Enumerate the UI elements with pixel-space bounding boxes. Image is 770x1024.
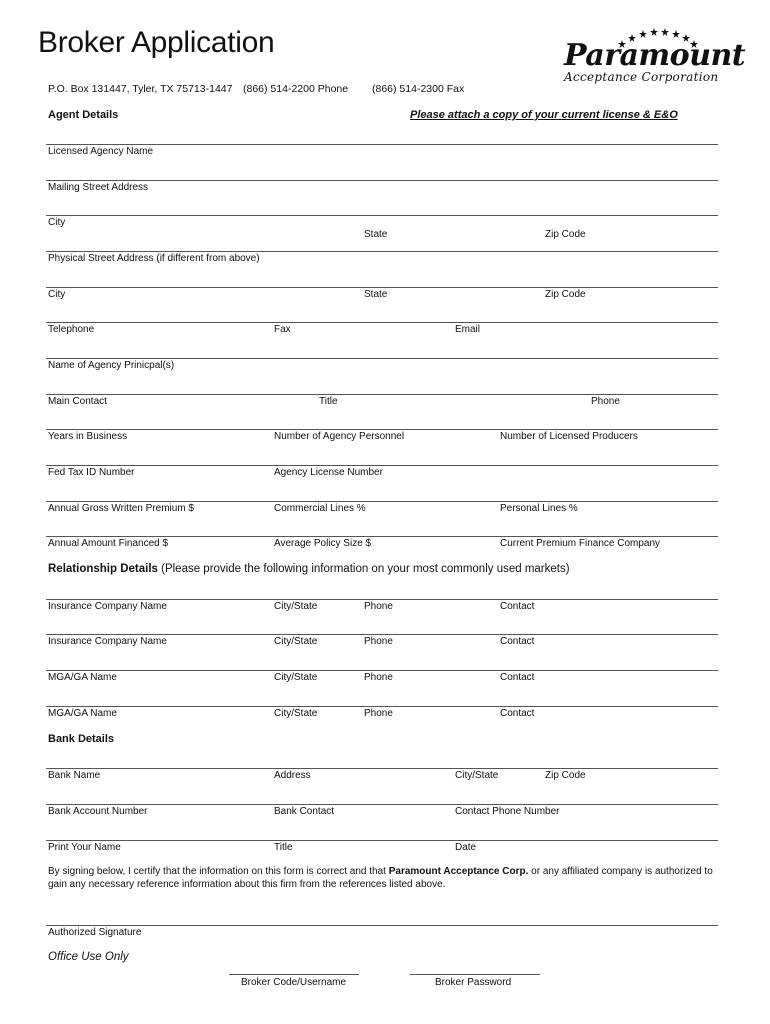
zip-code-field-physical[interactable]: Zip Code: [545, 289, 586, 300]
field-line: [229, 974, 359, 975]
bank-name-field[interactable]: Bank Name: [48, 770, 101, 781]
field-line: [46, 251, 718, 252]
field-line: [46, 287, 718, 288]
field-line: [46, 358, 718, 359]
cert-text-part2: or any affiliated company is authorized to gain any necessary reference information about this firm from the references listed above.: [48, 866, 713, 890]
main-contact-field[interactable]: Main Contact: [48, 396, 107, 407]
bank-address-field[interactable]: Address: [274, 770, 311, 781]
relationship-contact-field[interactable]: Contact: [500, 601, 535, 612]
city-field[interactable]: City: [48, 217, 66, 228]
state-field[interactable]: State: [364, 229, 388, 240]
broker-code-field[interactable]: Broker Code/Username: [241, 977, 347, 988]
relationship-phone-field[interactable]: Phone: [364, 601, 393, 612]
relationship-instruction: (Please provide the following information on your most commonly used markets): [157, 563, 570, 575]
field-line: [46, 670, 718, 671]
field-line: [46, 215, 718, 216]
relationship-contact-field[interactable]: Contact: [500, 672, 535, 683]
field-line: [46, 706, 718, 707]
bank-zip-field[interactable]: Zip Code: [545, 770, 586, 781]
mailing-street-field[interactable]: Mailing Street Address: [48, 182, 149, 193]
authorized-signature-field[interactable]: Authorized Signature: [48, 927, 142, 938]
field-line: [46, 180, 718, 181]
field-line: [46, 840, 718, 841]
field-line: [46, 394, 718, 395]
relationship-contact-field[interactable]: Contact: [500, 708, 535, 719]
licensed-agency-name-field[interactable]: Licensed Agency Name: [48, 146, 154, 157]
agent-details-heading: Agent Details: [48, 109, 119, 121]
field-line: [46, 501, 718, 502]
company-fax: (866) 514-2300 Fax: [372, 83, 465, 95]
state-field-physical[interactable]: State: [364, 289, 388, 300]
bank-contact-phone-field[interactable]: Contact Phone Number: [455, 806, 560, 817]
bank-contact-field[interactable]: Bank Contact: [274, 806, 335, 817]
relationship-name-field[interactable]: MGA/GA Name: [48, 708, 117, 719]
zip-code-field[interactable]: Zip Code: [545, 229, 586, 240]
field-line: [46, 599, 718, 600]
relationship-city-field[interactable]: City/State: [274, 708, 318, 719]
field-line: [46, 429, 718, 430]
field-line: [46, 634, 718, 635]
company-logo: [560, 28, 746, 90]
years-in-business-field[interactable]: Years in Business: [48, 431, 128, 442]
field-line: [46, 144, 718, 145]
fax-field[interactable]: Fax: [274, 324, 291, 335]
field-line: [46, 322, 718, 323]
email-field[interactable]: Email: [455, 324, 481, 335]
agency-license-field[interactable]: Agency License Number: [274, 467, 383, 478]
relationship-phone-field[interactable]: Phone: [364, 672, 393, 683]
bank-details-heading: Bank Details: [48, 733, 115, 745]
personal-lines-field[interactable]: Personal Lines %: [500, 503, 578, 514]
relationship-name-field[interactable]: Insurance Company Name: [48, 601, 167, 612]
logo-wordmark: Paramount: [564, 38, 746, 73]
license-note: Please attach a copy of your current license & E&O: [410, 109, 678, 121]
premium-finance-company-field[interactable]: Current Premium Finance Company: [500, 538, 661, 549]
relationship-city-field[interactable]: City/State: [274, 672, 318, 683]
city-field-physical[interactable]: City: [48, 289, 66, 300]
field-line: [410, 974, 540, 975]
cert-company-name: Paramount Acceptance Corp.: [388, 866, 529, 877]
agency-personnel-field[interactable]: Number of Agency Personnel: [274, 431, 405, 442]
print-name-field[interactable]: Print Your Name: [48, 842, 121, 853]
contact-phone-field[interactable]: Phone: [591, 396, 620, 407]
field-line: [46, 768, 718, 769]
avg-policy-size-field[interactable]: Average Policy Size $: [274, 538, 372, 549]
licensed-producers-field[interactable]: Number of Licensed Producers: [500, 431, 638, 442]
office-use-heading: Office Use Only: [48, 951, 129, 963]
gross-premium-field[interactable]: Annual Gross Written Premium $: [48, 503, 194, 514]
physical-street-field[interactable]: Physical Street Address (if different from above): [48, 253, 260, 264]
field-line: [46, 465, 718, 466]
contact-title-field[interactable]: Title: [319, 396, 338, 407]
amount-financed-field[interactable]: Annual Amount Financed $: [48, 538, 169, 549]
date-field[interactable]: Date: [455, 842, 477, 853]
signer-title-field[interactable]: Title: [274, 842, 293, 853]
relationship-city-field[interactable]: City/State: [274, 636, 318, 647]
commercial-lines-field[interactable]: Commercial Lines %: [274, 503, 366, 514]
telephone-field[interactable]: Telephone: [48, 324, 95, 335]
certification-text: [48, 865, 728, 891]
bank-account-number-field[interactable]: Bank Account Number: [48, 806, 148, 817]
page-title: Broker Application: [38, 26, 275, 59]
logo-subtitle: Acceptance Corporation: [564, 70, 719, 84]
relationship-contact-field[interactable]: Contact: [500, 636, 535, 647]
relationship-name-field[interactable]: MGA/GA Name: [48, 672, 117, 683]
field-line: [46, 804, 718, 805]
relationship-name-field[interactable]: Insurance Company Name: [48, 636, 167, 647]
principals-field[interactable]: Name of Agency Prinicpal(s): [48, 360, 175, 371]
relationship-heading-label: Relationship Details: [48, 563, 158, 575]
relationship-phone-field[interactable]: Phone: [364, 708, 393, 719]
relationship-phone-field[interactable]: Phone: [364, 636, 393, 647]
company-phone: (866) 514-2200 Phone: [243, 83, 349, 95]
po-box-address: P.O. Box 131447, Tyler, TX 75713-1447: [48, 83, 233, 95]
relationship-details-heading: [48, 563, 570, 575]
tax-id-field[interactable]: Fed Tax ID Number: [48, 467, 135, 478]
relationship-city-field[interactable]: City/State: [274, 601, 318, 612]
field-line: [46, 925, 718, 926]
broker-password-field[interactable]: Broker Password: [435, 977, 512, 988]
cert-text-part1: By signing below, I certify that the information on this form is correct and that: [48, 866, 389, 877]
bank-city-state-field[interactable]: City/State: [455, 770, 499, 781]
field-line: [46, 536, 718, 537]
